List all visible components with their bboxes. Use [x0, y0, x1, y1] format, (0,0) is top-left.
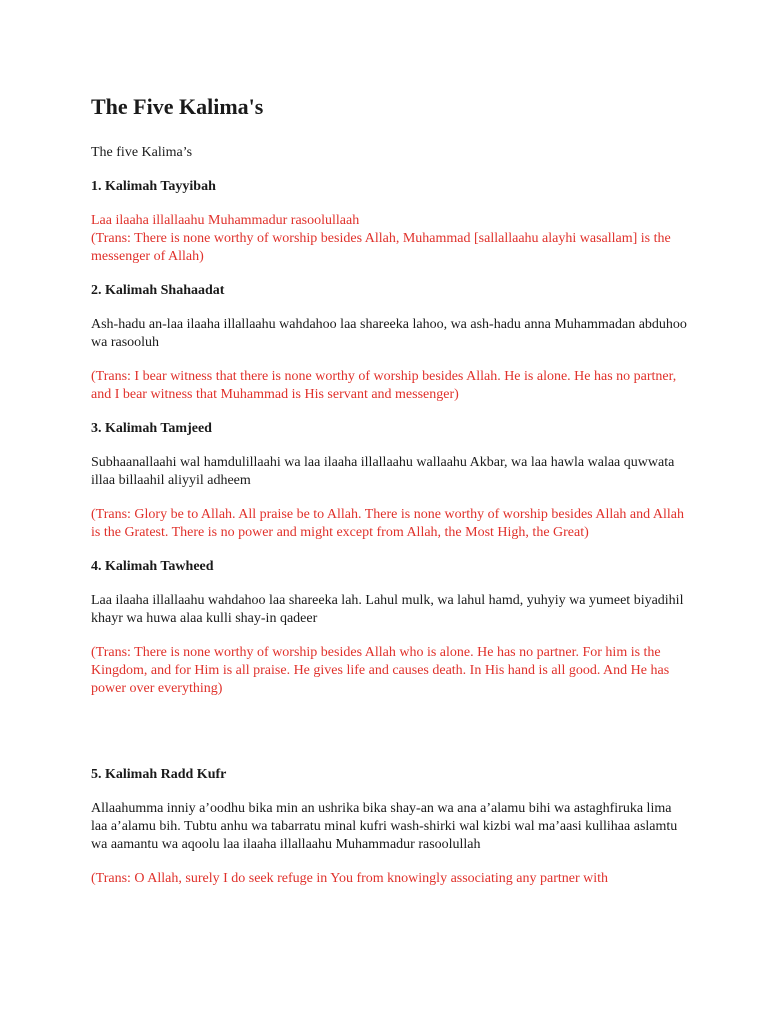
document-title: The Five Kalima's — [91, 94, 264, 119]
kalimah-arabic-text: Laa ilaaha illallaahu Muhammadur rasoolullaah — [91, 213, 360, 228]
kalimah-heading: 2. Kalimah Shahaadat — [91, 283, 225, 298]
kalimah-arabic-text: Ash-hadu an-laa ilaaha illallaahu wahdahoo laa shareeka lahoo, wa ash-hadu anna Muhammadan abduhoo wa rasooluh — [91, 317, 687, 350]
kalimah-translation: (Trans: There is none worthy of worship besides Allah, Muhammad [sallallaahu alayhi wasallam] is the messenger of Allah) — [91, 231, 671, 264]
kalimah-translation: (Trans: There is none worthy of worship besides Allah who is alone. He has no partner. For him is the Kingdom, and for Him is all praise. He gives life and causes death. In His hand is all good. And He has power over everything) — [91, 645, 670, 696]
kalimah-section-3 — [91, 420, 691, 542]
kalimah-heading: 1. Kalimah Tayyibah — [91, 179, 216, 194]
kalimah-arabic-text: Allaahumma inniy a’oodhu bika min an ushrika bika shay-an wa ana a’alamu bihi wa astaghfiruka lima laa a’alamu bih. Tubtu anhu wa tabarratu minal kufri wash-shirki wal kizbi wal ma’aasi kullihaa aslamtu wa aamantu wa aqoolu laa ilaaha illallaahu Muhammadur rasoolullah — [91, 801, 678, 852]
kalimah-translation: (Trans: I bear witness that there is none worthy of worship besides Allah. He is alone. He has no partner, and I bear witness that Muhammad is His servant and messenger) — [91, 369, 677, 402]
blank-spacer — [91, 714, 691, 766]
kalimah-section-4 — [91, 558, 691, 698]
kalimah-heading: 5. Kalimah Radd Kufr — [91, 767, 227, 782]
kalimah-section-2 — [91, 282, 691, 404]
document-page — [91, 92, 691, 904]
kalimah-translation: (Trans: Glory be to Allah. All praise be to Allah. There is none worthy of worship besides Allah and Allah is the Gratest. There is no power and might except from Allah, the Most High, the Great) — [91, 507, 684, 540]
kalimah-section-1 — [91, 178, 691, 266]
kalimah-section-5 — [91, 766, 691, 888]
kalimah-arabic-text: Subhaanallaahi wal hamdulillaahi wa laa ilaaha illallaahu wallaahu Akbar, wa laa hawla walaa quwwata illaa billaahil aliyyil adheem — [91, 455, 675, 488]
document-subtitle: The five Kalima’s — [91, 145, 193, 160]
kalimah-translation: (Trans: O Allah, surely I do seek refuge in You from knowingly associating any partner with — [91, 871, 609, 886]
kalimah-arabic-text: Laa ilaaha illallaahu wahdahoo laa shareeka lah. Lahul mulk, wa lahul hamd, yuhyiy wa yumeet biyadihil khayr wa huwa alaa kulli shay-in qadeer — [91, 593, 684, 626]
kalimah-heading: 3. Kalimah Tamjeed — [91, 421, 212, 436]
kalimah-heading: 4. Kalimah Tawheed — [91, 559, 214, 574]
